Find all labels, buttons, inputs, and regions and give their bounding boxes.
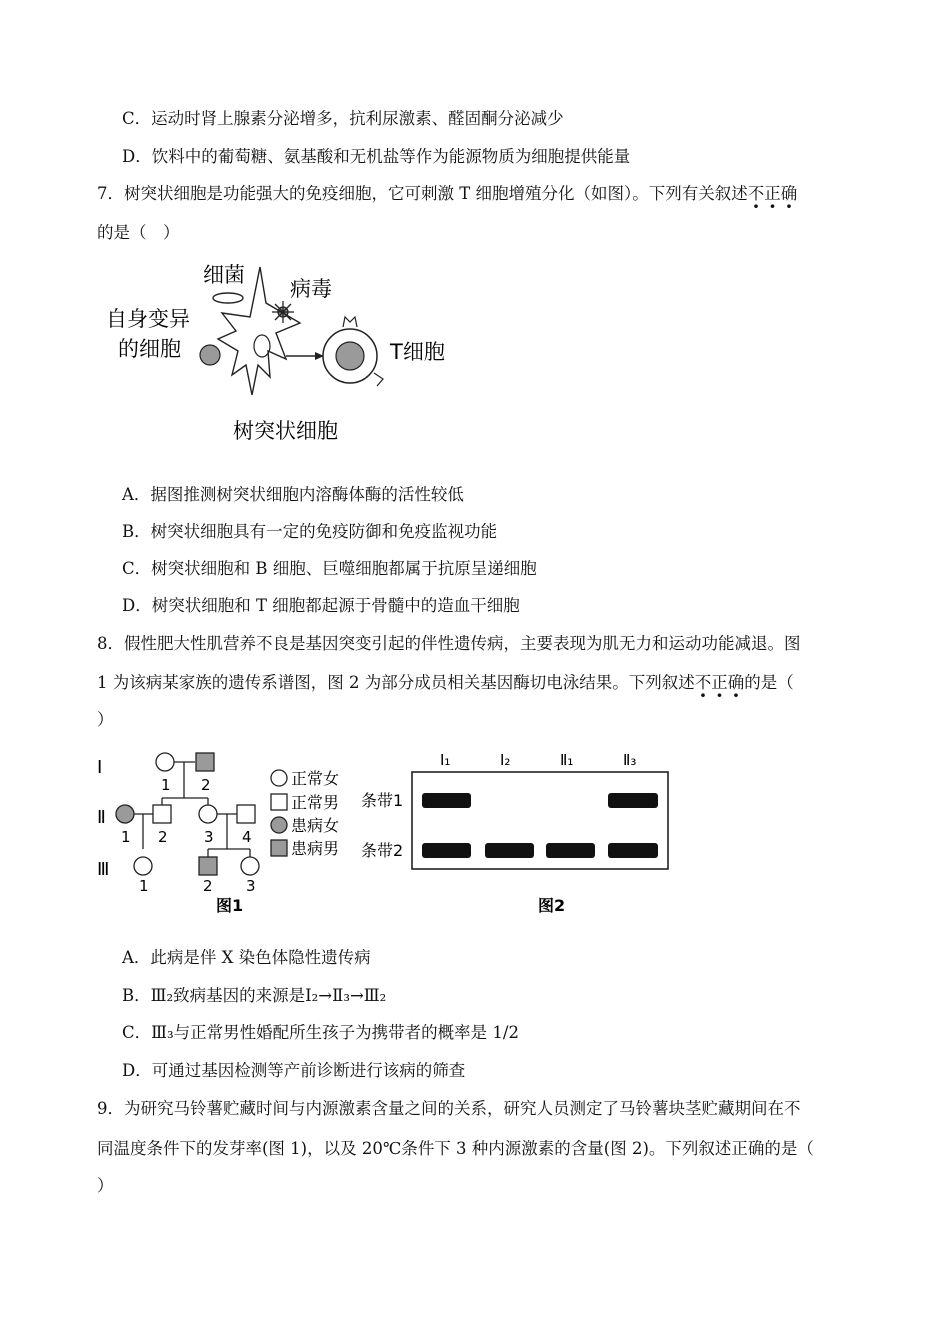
gel-band-II3-band1 — [608, 793, 658, 808]
legend-normal-male-icon — [271, 794, 287, 810]
q9-stem-line2: 同温度条件下的发芽率(图 1)，以及 20℃条件下 3 种内源激素的含量(图 2)。下列叙述正确的是（ — [97, 1139, 814, 1158]
pedigree-III2-affected-male — [199, 857, 217, 875]
legend-normal-female-icon — [271, 770, 287, 786]
q7-option-b: B．树突状细胞具有一定的免疫防御和免疫监视功能 — [122, 522, 498, 541]
q8-stem-line2 — [97, 672, 794, 694]
pedigree-I2-affected-male — [196, 753, 214, 771]
lane-label: Ⅰ₁ — [440, 751, 451, 769]
pedigree-II2-normal-male — [153, 805, 171, 823]
pedigree-number: 4 — [242, 828, 252, 846]
virus-icon — [272, 301, 294, 323]
pedigree-number: 1 — [161, 776, 171, 794]
gel-band-I2-band2 — [485, 843, 534, 858]
pedigree-I1-normal-female — [156, 753, 174, 771]
q7-stem-line1 — [97, 183, 797, 205]
gel-band-I1-band2 — [422, 843, 471, 858]
pedigree-III1-normal-female — [134, 857, 152, 875]
emphasis-mark: 正 — [711, 673, 728, 692]
generation-label-3: Ⅲ — [97, 859, 110, 880]
bacteria-icon — [213, 293, 243, 303]
pedigree-number: 3 — [246, 877, 256, 895]
t-cell-receptor-icon — [374, 373, 383, 386]
legend-affected-female-icon — [271, 817, 287, 833]
lane-label: Ⅱ₁ — [560, 751, 574, 769]
pedigree-number: 1 — [121, 828, 131, 846]
legend-normal-male: 正常男 — [291, 793, 340, 812]
pedigree-number: 2 — [201, 776, 211, 794]
mutant-cell-icon — [200, 345, 220, 365]
q9-stem-line1: 9．为研究马铃薯贮藏时间与内源激素含量之间的关系，研究人员测定了马铃薯块茎贮藏期间在不 — [97, 1099, 801, 1118]
t-cell-nucleus — [336, 342, 364, 370]
pedigree-II1-affected-female — [116, 805, 134, 823]
q8-stem-text: 的是（ — [744, 673, 794, 692]
gel-band-II3-band2 — [608, 843, 658, 858]
label-mutant-cell-2: 的细胞 — [118, 337, 181, 361]
label-bacteria: 细菌 — [203, 263, 245, 287]
label-virus: 病毒 — [290, 277, 332, 301]
q7-option-a: A．据图推测树突状细胞内溶酶体酶的活性较低 — [122, 485, 464, 504]
q8-option-a: A．此病是伴 X 染色体隐性遗传病 — [122, 948, 371, 967]
q9-stem-line3: ） — [97, 1176, 114, 1195]
pedigree-number: 3 — [204, 828, 214, 846]
emphasis-mark: 正 — [764, 184, 781, 203]
generation-label-2: Ⅱ — [97, 807, 106, 828]
lane-label: Ⅰ₂ — [500, 751, 511, 769]
q7-option-d: D．树突状细胞和 T 细胞都起源于骨髓中的造血干细胞 — [122, 596, 520, 615]
q8-stem-line3: ） — [97, 710, 114, 729]
emphasis-mark: 确 — [780, 184, 798, 203]
figure2-caption: 图2 — [538, 896, 566, 915]
q7-figure-dendritic-cell — [100, 255, 480, 450]
generation-label-1: Ⅰ — [97, 757, 103, 778]
q6-option-c: C．运动时肾上腺素分泌增多，抗利尿激素、醛固酮分泌减少 — [122, 109, 564, 128]
q8-option-b: B．Ⅲ₂致病基因的来源是Ⅰ₂→Ⅱ₃→Ⅲ₂ — [122, 986, 387, 1005]
pedigree-III3-normal-female — [241, 857, 259, 875]
figure1-caption: 图1 — [216, 896, 244, 915]
legend-affected-male: 患病男 — [291, 839, 340, 858]
label-dendritic-cell: 树突状细胞 — [233, 419, 338, 443]
band-label-1: 条带1 — [361, 791, 404, 810]
q6-option-d: D．饮料中的葡萄糖、氨基酸和无机盐等作为能源物质为细胞提供能量 — [122, 147, 631, 166]
emphasis-mark: 确 — [727, 673, 745, 692]
q8-stem-text: 1 为该病某家族的遗传系谱图，图 2 为部分成员相关基因酶切电泳结果。下列叙述 — [97, 673, 695, 692]
q8-stem-line1: 8．假性肥大性肌营养不良是基因突变引起的伴性遗传病，主要表现为肌无力和运动功能减退。图 — [97, 634, 801, 653]
q8-pedigree-figure — [95, 745, 365, 920]
pedigree-II4-normal-male — [237, 805, 255, 823]
q8-option-c: C．Ⅲ₃与正常男性婚配所生孩子为携带者的概率是 1/2 — [122, 1023, 519, 1042]
dendritic-nucleus — [254, 335, 270, 357]
q8-electrophoresis-figure — [355, 745, 675, 920]
legend-affected-female: 患病女 — [291, 816, 340, 835]
legend-normal-female: 正常女 — [291, 769, 340, 788]
q7-option-c: C．树突状细胞和 B 细胞、巨噬细胞都属于抗原呈递细胞 — [122, 559, 537, 578]
gel-band-I1-band1 — [422, 793, 471, 808]
q7-stem-line2: 的是（ ） — [97, 223, 180, 242]
gel-band-II1-band2 — [546, 843, 595, 858]
pedigree-II3-normal-female — [199, 805, 217, 823]
q7-stem-text: 7．树突状细胞是功能强大的免疫细胞，它可刺激 T 细胞增殖分化（如图）。下列有关叙述 — [97, 184, 748, 203]
label-t-cell: T细胞 — [390, 340, 445, 364]
q8-option-d: D．可通过基因检测等产前诊断进行该病的筛查 — [122, 1061, 466, 1080]
pedigree-number: 2 — [203, 877, 213, 895]
lane-label: Ⅱ₃ — [623, 751, 637, 769]
band-label-2: 条带2 — [361, 841, 404, 860]
pedigree-number: 2 — [158, 828, 168, 846]
emphasis-mark: 不 — [694, 673, 712, 692]
pedigree-number: 1 — [139, 877, 149, 895]
emphasis-mark: 不 — [747, 184, 765, 203]
label-mutant-cell-1: 自身变异 — [106, 307, 190, 331]
pedigree-lines — [134, 762, 250, 858]
legend-affected-male-icon — [271, 840, 287, 856]
t-cell-receptor-icon — [343, 317, 357, 327]
